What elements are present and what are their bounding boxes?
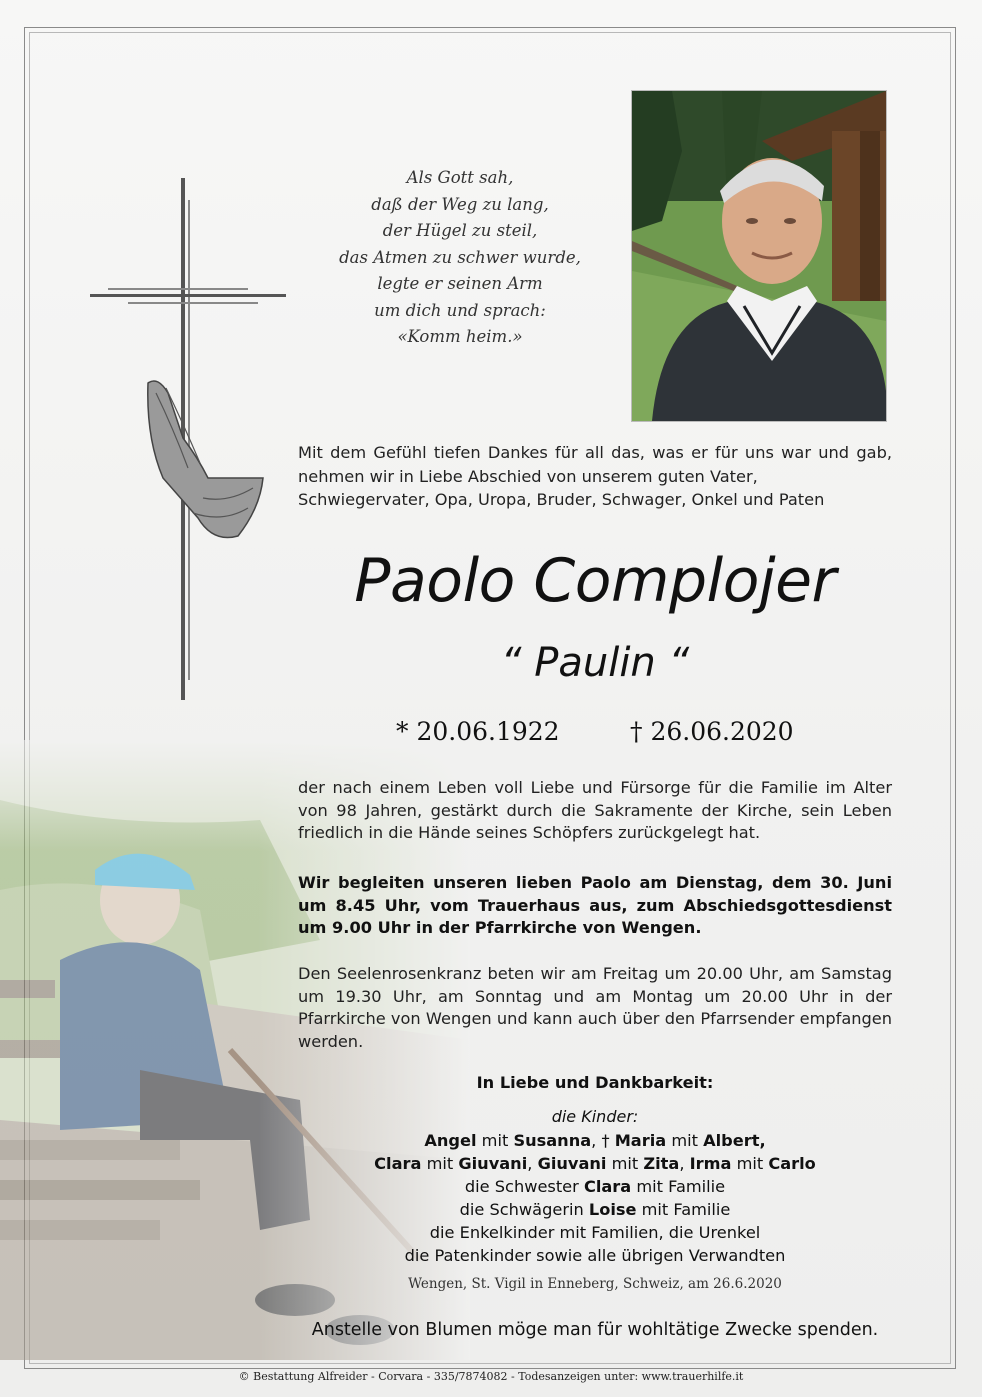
family-line-6: die Patenkinder sowie alle übrigen Verwandten: [404, 1246, 786, 1265]
intro-text: Mit dem Gefühl tiefen Dankes für all das, was er für uns war und gab, nehmen wir in Liebe Abschied von unserem guten Vater,: [298, 443, 892, 486]
verse-line: «Komm heim.»: [397, 327, 523, 346]
verse-line: Als Gott sah,: [406, 168, 514, 187]
family-joiner: ,: [679, 1154, 690, 1173]
family-name: Clara: [583, 1177, 632, 1196]
verse-line: um dich und sprach:: [374, 300, 546, 320]
family-joiner: mit: [421, 1154, 459, 1173]
family-line-1: [298, 1130, 892, 1153]
family-joiner: ,: [527, 1154, 538, 1173]
family-name: Maria: [614, 1131, 667, 1150]
family-name: Susanna: [513, 1131, 592, 1150]
verse-line: das Atmen zu schwer wurde,: [339, 247, 581, 267]
family-name: Loise: [588, 1200, 637, 1219]
kinder-label: die Kinder:: [551, 1107, 639, 1126]
family-line-5: die Enkelkinder mit Familien, die Urenkel: [429, 1223, 761, 1242]
family-joiner: mit Familie: [631, 1177, 726, 1196]
flowers-note: Anstelle von Blumen möge man für wohltätige Zwecke spenden.: [311, 1320, 879, 1340]
deceased-name: Paolo Complojer: [354, 546, 836, 616]
place-and-date: Wengen, St. Vigil in Enneberg, Schweiz, am 26.6.2020: [408, 1276, 782, 1292]
verse-line: der Hügel zu steil,: [382, 221, 538, 240]
family-name: Albert: [703, 1131, 760, 1150]
verse-line: legte er seinen Arm: [377, 274, 543, 293]
family-name: Giuvani: [458, 1154, 528, 1173]
family-joiner: die Schwester: [464, 1177, 584, 1196]
family-joiner: mit: [731, 1154, 769, 1173]
family-joiner: mit: [476, 1131, 514, 1150]
family-name: Clara: [374, 1154, 422, 1173]
family-joiner: , †: [591, 1131, 615, 1150]
verse-line: daß der Weg zu lang,: [371, 194, 549, 214]
family-line-4: [298, 1199, 892, 1222]
family-name: Angel: [424, 1131, 477, 1150]
funeral-paragraph: Wir begleiten unseren lieben Paolo am Dienstag, dem 30. Juni um 8.45 Uhr, vom Trauerhaus aus, zum Abschiedsgottesdienst um 9.00 Uhr in der Pfarrkirche von Wengen.: [298, 873, 892, 937]
rosary-paragraph: Den Seelenrosenkranz beten wir am Freitag um 20.00 Uhr, am Samstag um 19.30 Uhr, am Sonntag und am Montag um 20.00 Uhr in der Pfarrkirche von Wengen und kann auch über den Pfarrsender empfangen werden.: [298, 964, 892, 1051]
footer-credit: © Bestattung Alfreider - Corvara - 335/7874082 - Todesanzeigen unter: www.trauerhilfe.it: [238, 1370, 744, 1383]
family-joiner: mit Familie: [636, 1200, 731, 1219]
family-line-2: [298, 1153, 892, 1176]
life-paragraph: der nach einem Leben voll Liebe und Fürsorge für die Familie im Alter von 98 Jahren, gestärkt durch die Sakramente der Kirche, sein Leben friedlich in die Hände seines Schöpfers zurückgelegt hat.: [298, 778, 892, 842]
intro-paragraph: [298, 441, 892, 512]
family-joiner: mit: [606, 1154, 644, 1173]
portrait-photo: [631, 90, 887, 422]
family-name: Zita: [643, 1154, 680, 1173]
memorial-verse: [320, 165, 600, 351]
family-line-3: [298, 1176, 892, 1199]
family-name: Giuvani: [537, 1154, 607, 1173]
family-joiner: die Schwägerin: [459, 1200, 589, 1219]
family-joiner: ,: [759, 1131, 766, 1150]
cross-praying-hands-icon: [88, 178, 288, 703]
intro-last-line: Schwiegervater, Opa, Uropa, Bruder, Schwager, Onkel und Paten: [298, 490, 825, 509]
deceased-nickname: “ Paulin “: [500, 640, 690, 686]
family-name: Carlo: [768, 1154, 816, 1173]
death-date: † 26.06.2020: [630, 717, 794, 746]
closing-heading: In Liebe und Dankbarkeit:: [476, 1073, 714, 1092]
birth-date: * 20.06.1922: [396, 717, 560, 746]
family-name: Irma: [689, 1154, 732, 1173]
family-joiner: mit: [666, 1131, 704, 1150]
